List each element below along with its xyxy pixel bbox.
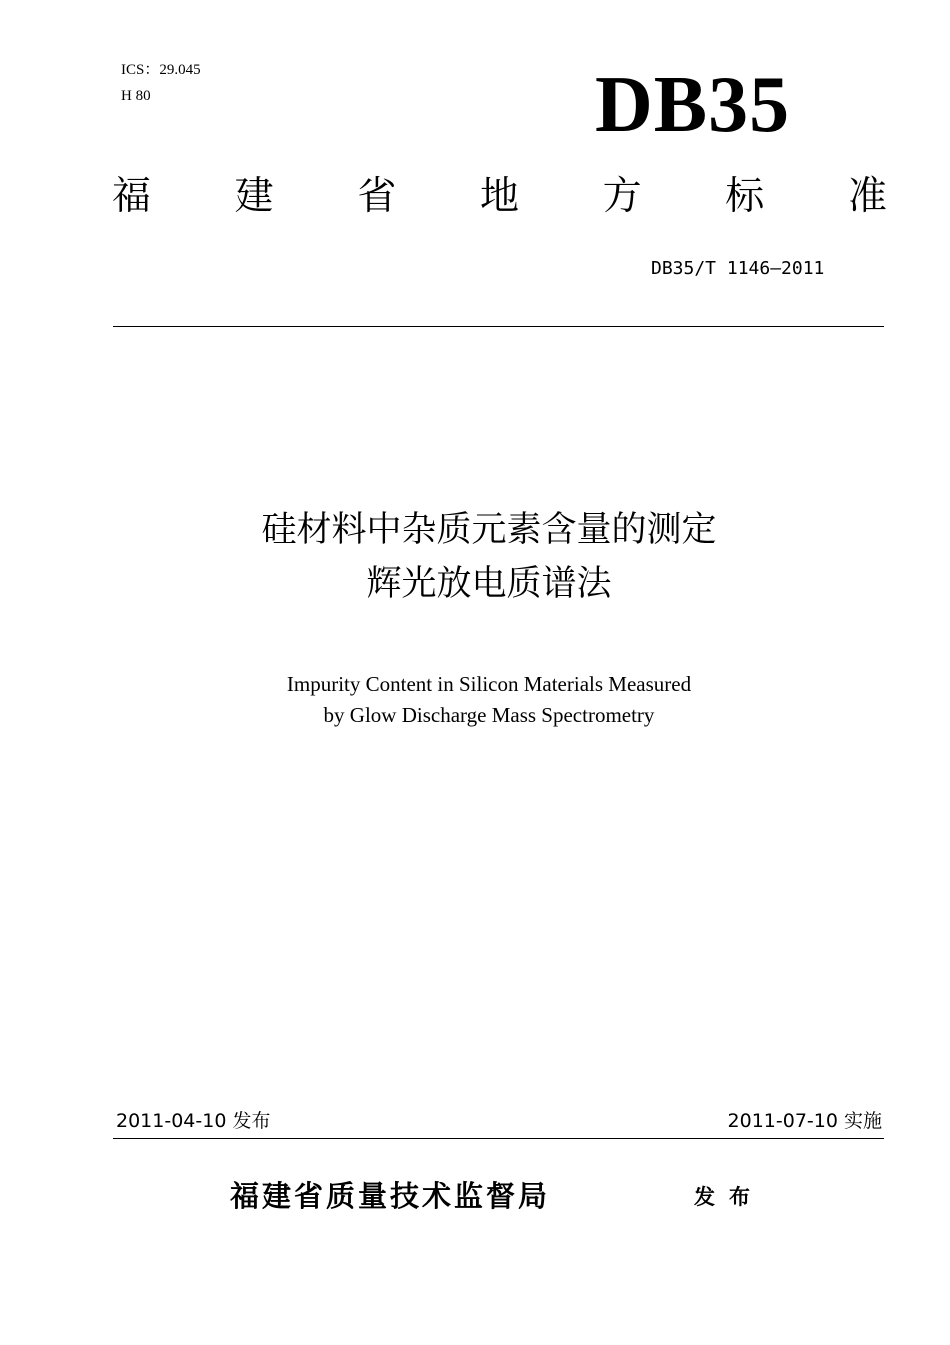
standard-type-char: 标 — [725, 174, 765, 219]
standard-type-heading — [112, 172, 887, 224]
header-divider — [113, 326, 884, 327]
standard-type-char: 准 — [847, 174, 887, 219]
standard-type-char: 地 — [479, 174, 519, 219]
standard-type-char: 建 — [234, 174, 274, 219]
standard-type-char: 福 — [112, 174, 152, 219]
issue-date: 2011-04-10 发布 — [116, 1110, 271, 1132]
english-title-line-2: by Glow Discharge Mass Spectrometry — [323, 703, 655, 727]
issue-label: 发布 — [694, 1185, 764, 1209]
implementation-date: 2011-07-10 实施 — [727, 1110, 882, 1132]
ics-code: ICS：29.045 — [121, 62, 201, 78]
english-title-line-1: Impurity Content in Silicon Materials Measured — [286, 672, 692, 696]
chinese-title-line-1: 硅材料中杂质元素含量的测定 — [261, 510, 717, 550]
standard-type-char: 省 — [357, 174, 397, 219]
standard-number: DB35/T 1146—2011 — [651, 258, 825, 279]
chinese-title-line-2: 辉光放电质谱法 — [366, 564, 612, 604]
footer-divider — [113, 1138, 884, 1139]
db35-logo: DB35 — [595, 61, 791, 149]
issuing-authority: 福建省质量技术监督局 — [230, 1179, 551, 1213]
standard-type-char: 方 — [602, 174, 642, 219]
ccs-code: H 80 — [121, 88, 151, 104]
